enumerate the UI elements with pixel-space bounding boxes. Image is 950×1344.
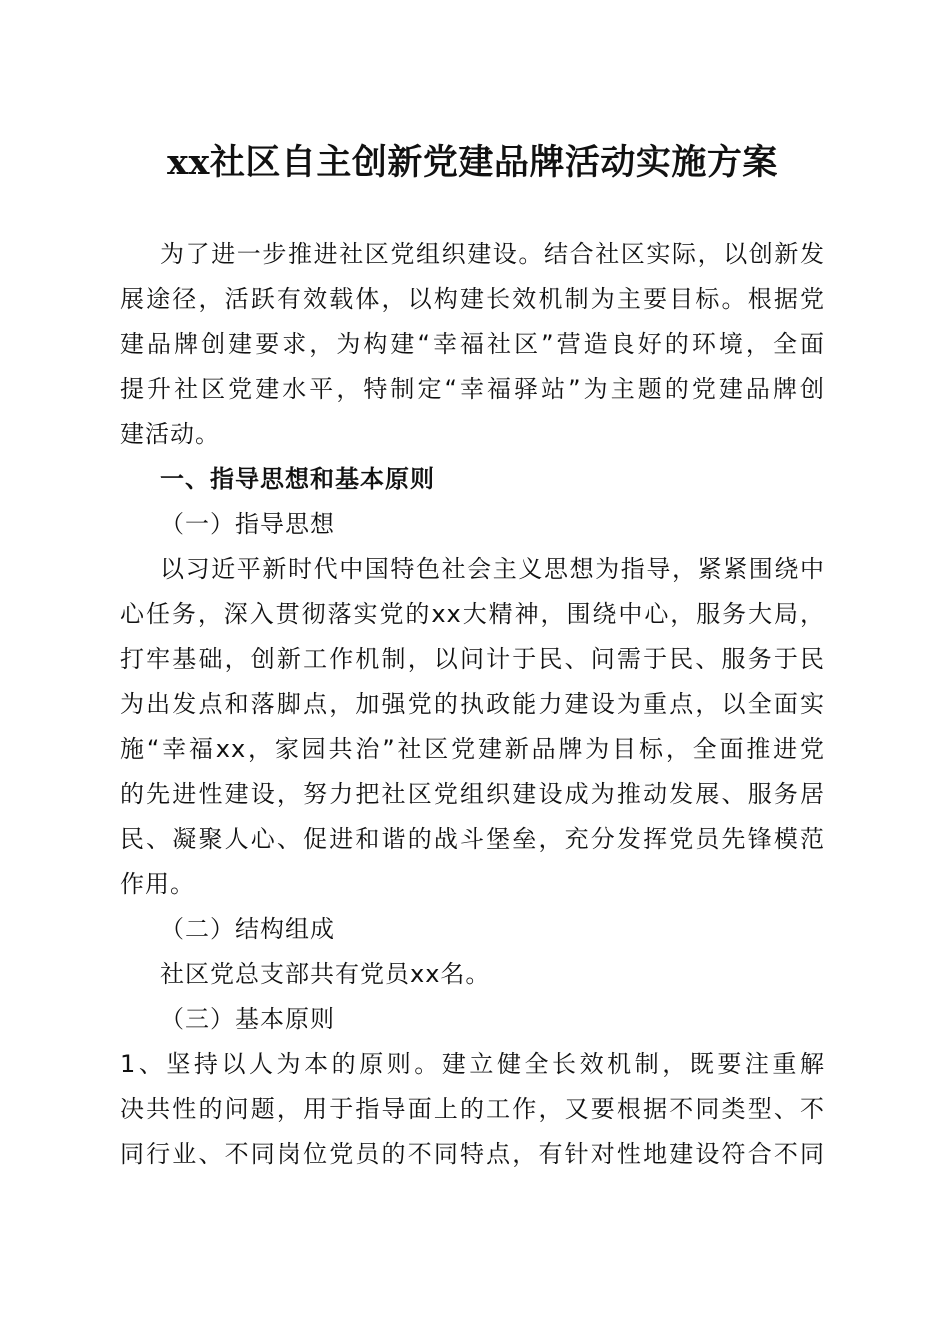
text-line: 提升社区党建水平，特制定“幸福驿站”为主题的党建品牌创 [120, 375, 825, 403]
guiding-thought-paragraph [120, 547, 825, 907]
text-line: 建活动。 [120, 420, 220, 448]
text-line: 心任务，深入贯彻落实党的xx大精神，围绕中心，服务大局， [120, 600, 825, 628]
text-line: 展途径，活跃有效载体，以构建长效机制为主要目标。根据党 [120, 285, 825, 313]
text-line: 建品牌创建要求，为构建“幸福社区”营造良好的环境，全面 [120, 330, 825, 358]
text-line: 以习近平新时代中国特色社会主义思想为指导，紧紧围绕中 [160, 555, 825, 583]
text-line: 施“幸福xx，家园共治”社区党建新品牌为目标，全面推进党 [120, 735, 825, 763]
text-line: 同行业、不同岗位党员的不同特点，有针对性地建设符合不同 [120, 1140, 825, 1168]
text-line: 的先进性建设，努力把社区党组织建设成为推动发展、服务居 [120, 780, 825, 808]
document-body [120, 232, 825, 1177]
structure-text: 社区党总支部共有党员xx名。 [160, 960, 491, 988]
text-line: 决共性的问题，用于指导面上的工作，又要根据不同类型、不 [120, 1095, 825, 1123]
subsection-heading: （三）基本原则 [160, 1005, 335, 1033]
text-line: 民、凝聚人心、促进和谐的战斗堡垒，充分发挥党员先锋模范 [120, 825, 825, 853]
intro-paragraph [120, 232, 825, 457]
document-title: xx社区自主创新党建品牌活动实施方案 [167, 142, 778, 183]
principles-paragraph [120, 1042, 825, 1177]
text-line: 为了进一步推进社区党组织建设。结合社区实际，以创新发 [160, 240, 825, 268]
subsection-heading: （二）结构组成 [160, 915, 335, 943]
text-line: 1、坚持以人为本的原则。建立健全长效机制，既要注重解 [120, 1050, 825, 1078]
text-line: 作用。 [120, 870, 195, 898]
subsection-heading: （一）指导思想 [160, 510, 335, 538]
section-heading: 一、指导思想和基本原则 [160, 465, 435, 493]
text-line: 打牢基础，创新工作机制，以问计于民、问需于民、服务于民 [120, 645, 825, 673]
text-line: 为出发点和落脚点，加强党的执政能力建设为重点，以全面实 [120, 690, 825, 718]
